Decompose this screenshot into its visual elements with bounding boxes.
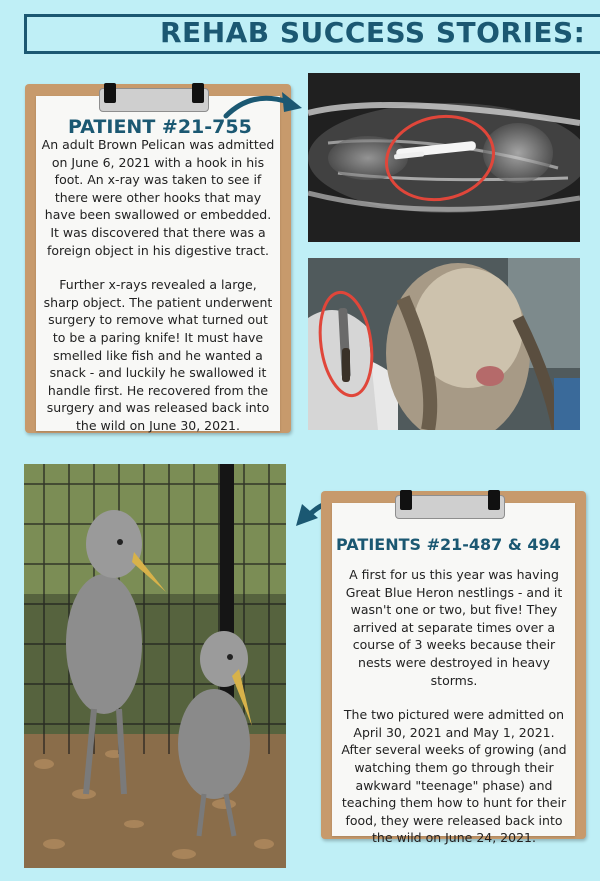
story-1-paragraph-1: An adult Brown Pelican was admitted on June 6, 2021 with a hook in his foot. An x-ray was taken to see if there were other hooks that may have been swallowed or embedded. It was discovered that there was a foreign object in his digestive tract. xyxy=(41,137,275,258)
clipboard-clip-2 xyxy=(395,495,505,519)
heron-nestlings-photo xyxy=(24,464,286,868)
pelican-knife-photo xyxy=(308,258,580,430)
xray-photo xyxy=(308,73,580,242)
story-1-text xyxy=(40,136,276,452)
story-2-text xyxy=(340,566,568,864)
story-1-title: PATIENT #21-755 xyxy=(68,116,252,138)
clipboard-clip-1 xyxy=(99,88,209,112)
story-2-paragraph-1: A first for us this year was having Great Blue Heron nestlings - and it wasn't one or two, but five! They arrived at separate times over a course of 3 weeks because their nests were destroyed in heavy storms. xyxy=(345,567,563,688)
story-2-paragraph-2: The two pictured were admitted on April 30, 2021 and May 1, 2021. After several weeks of growing (and watching them go through their awkward "teenage" phase) and teaching them how to hunt for their food, they were released back into the wild on June 24, 2021. xyxy=(341,707,567,846)
arrow-right-icon xyxy=(222,86,306,122)
page-title: REHAB SUCCESS STORIES: xyxy=(160,16,586,49)
story-1-paragraph-2: Further x-rays revealed a large, sharp object. The patient underwent surgery to remove what turned out to be a paring knife! It must have smelled like fish and he wanted a snack - and luckily he swallowed it handle first. He recovered from the surgery and was released back into the wild on June 30, 2021. xyxy=(43,277,273,433)
story-2-title: PATIENTS #21-487 & 494 xyxy=(336,535,561,554)
